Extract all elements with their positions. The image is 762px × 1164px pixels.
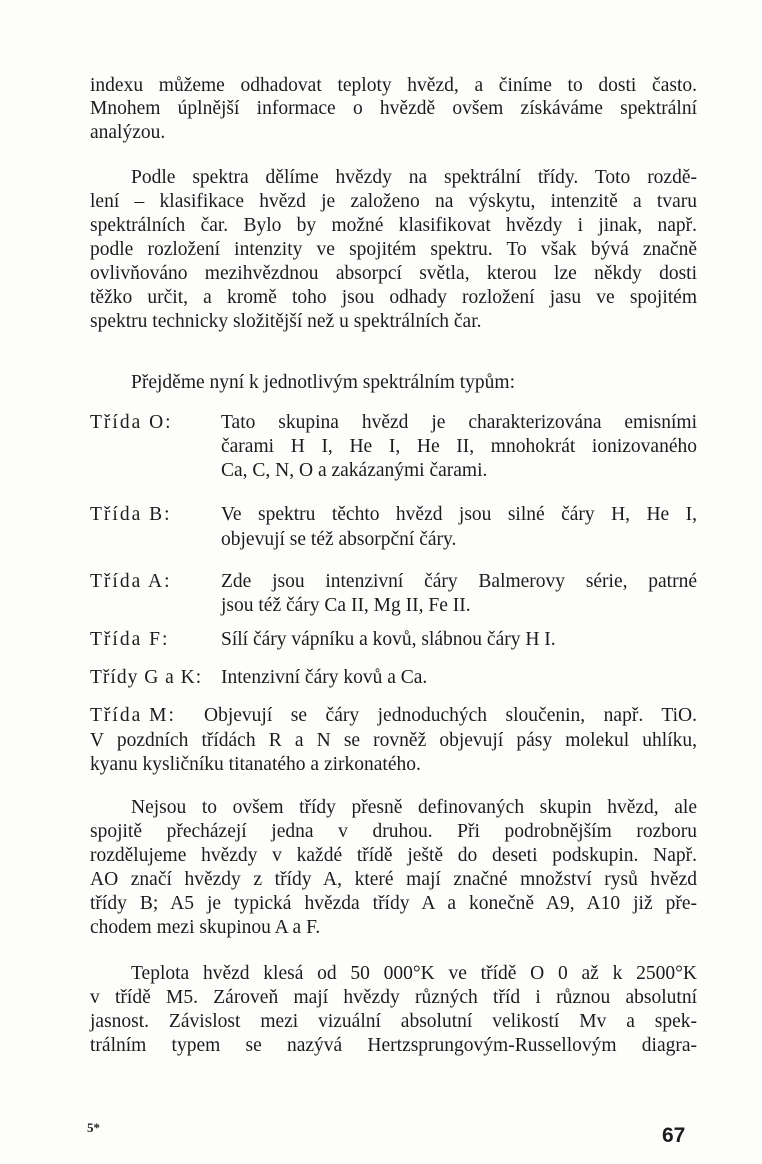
text-line: chodem mezi skupinou A a F. — [90, 917, 321, 938]
text-line: Mnohem úplnější informace o hvězdě ovšem získáváme spektrální — [90, 98, 697, 119]
paragraph-types-intro: Přejděme nyní k jednotlivým spektrálním typům: — [131, 372, 515, 393]
text-line: Nejsou to ovšem třídy přesně definovaných skupin hvězd, ale — [131, 797, 697, 818]
text-line: jsou též čáry Ca II, Mg II, Fe II. — [221, 595, 471, 616]
text-line: třídy B; A5 je typická hvězda třídy A a konečně A9, A10 již pře- — [90, 893, 697, 914]
class-label: Třída B: — [90, 504, 172, 525]
text-line: v třídě M5. Zároveň mají hvězdy různých tříd i různou absolutní — [90, 987, 697, 1008]
text-line: čarami H I, He I, He II, mnohokrát ionizovaného — [221, 436, 697, 457]
text-line: objevují se též absorpční čáry. — [221, 529, 457, 550]
text-line: Ve spektru těchto hvězd jsou silné čáry H, He I, — [221, 504, 697, 525]
text-line: těžko určit, a kromě toho jsou odhady rozložení jasu ve spojitém — [90, 287, 697, 308]
text-line: Zde jsou intenzivní čáry Balmerovy série, patrné — [221, 571, 697, 592]
text-line: spojitě přecházejí jedna v druhou. Při podrobnějším rozboru — [90, 821, 697, 842]
text-line: AO značí hvězdy z třídy A, které mají značné množství rysů hvězd — [90, 869, 697, 890]
text-line: rozdělujeme hvězdy v každé třídě ještě do deseti podskupin. Např. — [90, 845, 697, 866]
text-line: analýzou. — [90, 122, 166, 143]
text-line: Objevují se čáry jednoduchých sloučenin, např. TiO. — [204, 705, 697, 726]
text-line: Sílí čáry vápníku a kovů, slábnou čáry H I. — [221, 629, 556, 650]
text-line: lení – klasifikace hvězd je založeno na výskytu, intenzitě a tvaru — [90, 191, 697, 212]
text-line: spektru technicky složitější než u spektrálních čar. — [90, 311, 482, 332]
text-line: jasnost. Závislost mezi vizuální absolutní velikostí Mv a spek- — [90, 1011, 697, 1032]
class-label: Třída M: — [90, 705, 176, 726]
text-line: spektrálních čar. Bylo by možné klasifikovat hvězdy i jinak, např. — [90, 215, 697, 236]
text-line: Podle spektra dělíme hvězdy na spektrální třídy. Toto rozdě- — [131, 167, 697, 188]
text-line: Teplota hvězd klesá od 50 000°K ve třídě O 0 až k 2500°K — [131, 963, 697, 984]
page-number: 67 — [662, 1124, 686, 1147]
class-label: Třída O: — [90, 412, 173, 433]
text-line: Ca, C, N, O a zakázanými čarami. — [221, 460, 488, 481]
text-line: ovlivňováno mezihvězdnou absorpcí světla, kterou lze někdy dosti — [90, 263, 697, 284]
text-line: V pozdních třídách R a N se rovněž objevují pásy molekul uhlíku, — [90, 730, 697, 751]
text-line: trálním typem se nazývá Hertzsprungovým-Russellovým diagra- — [90, 1035, 697, 1056]
signature-mark: 5* — [87, 1120, 100, 1135]
text-line: Intenzivní čáry kovů a Ca. — [221, 667, 428, 688]
class-label: Třída A: — [90, 571, 172, 592]
class-label: Třída F: — [90, 629, 170, 650]
text-line: podle rozložení intenzity ve spojitém spektru. To však bývá značně — [90, 239, 697, 260]
text-line: Tato skupina hvězd je charakterizována emisními — [221, 412, 697, 433]
text-line: kyanu kysličníku titanatého a zirkonatého. — [90, 754, 421, 775]
text-line: indexu můžeme odhadovat teploty hvězd, a činíme to dosti často. — [90, 75, 697, 96]
class-label: Třídy G a K: — [90, 667, 203, 688]
